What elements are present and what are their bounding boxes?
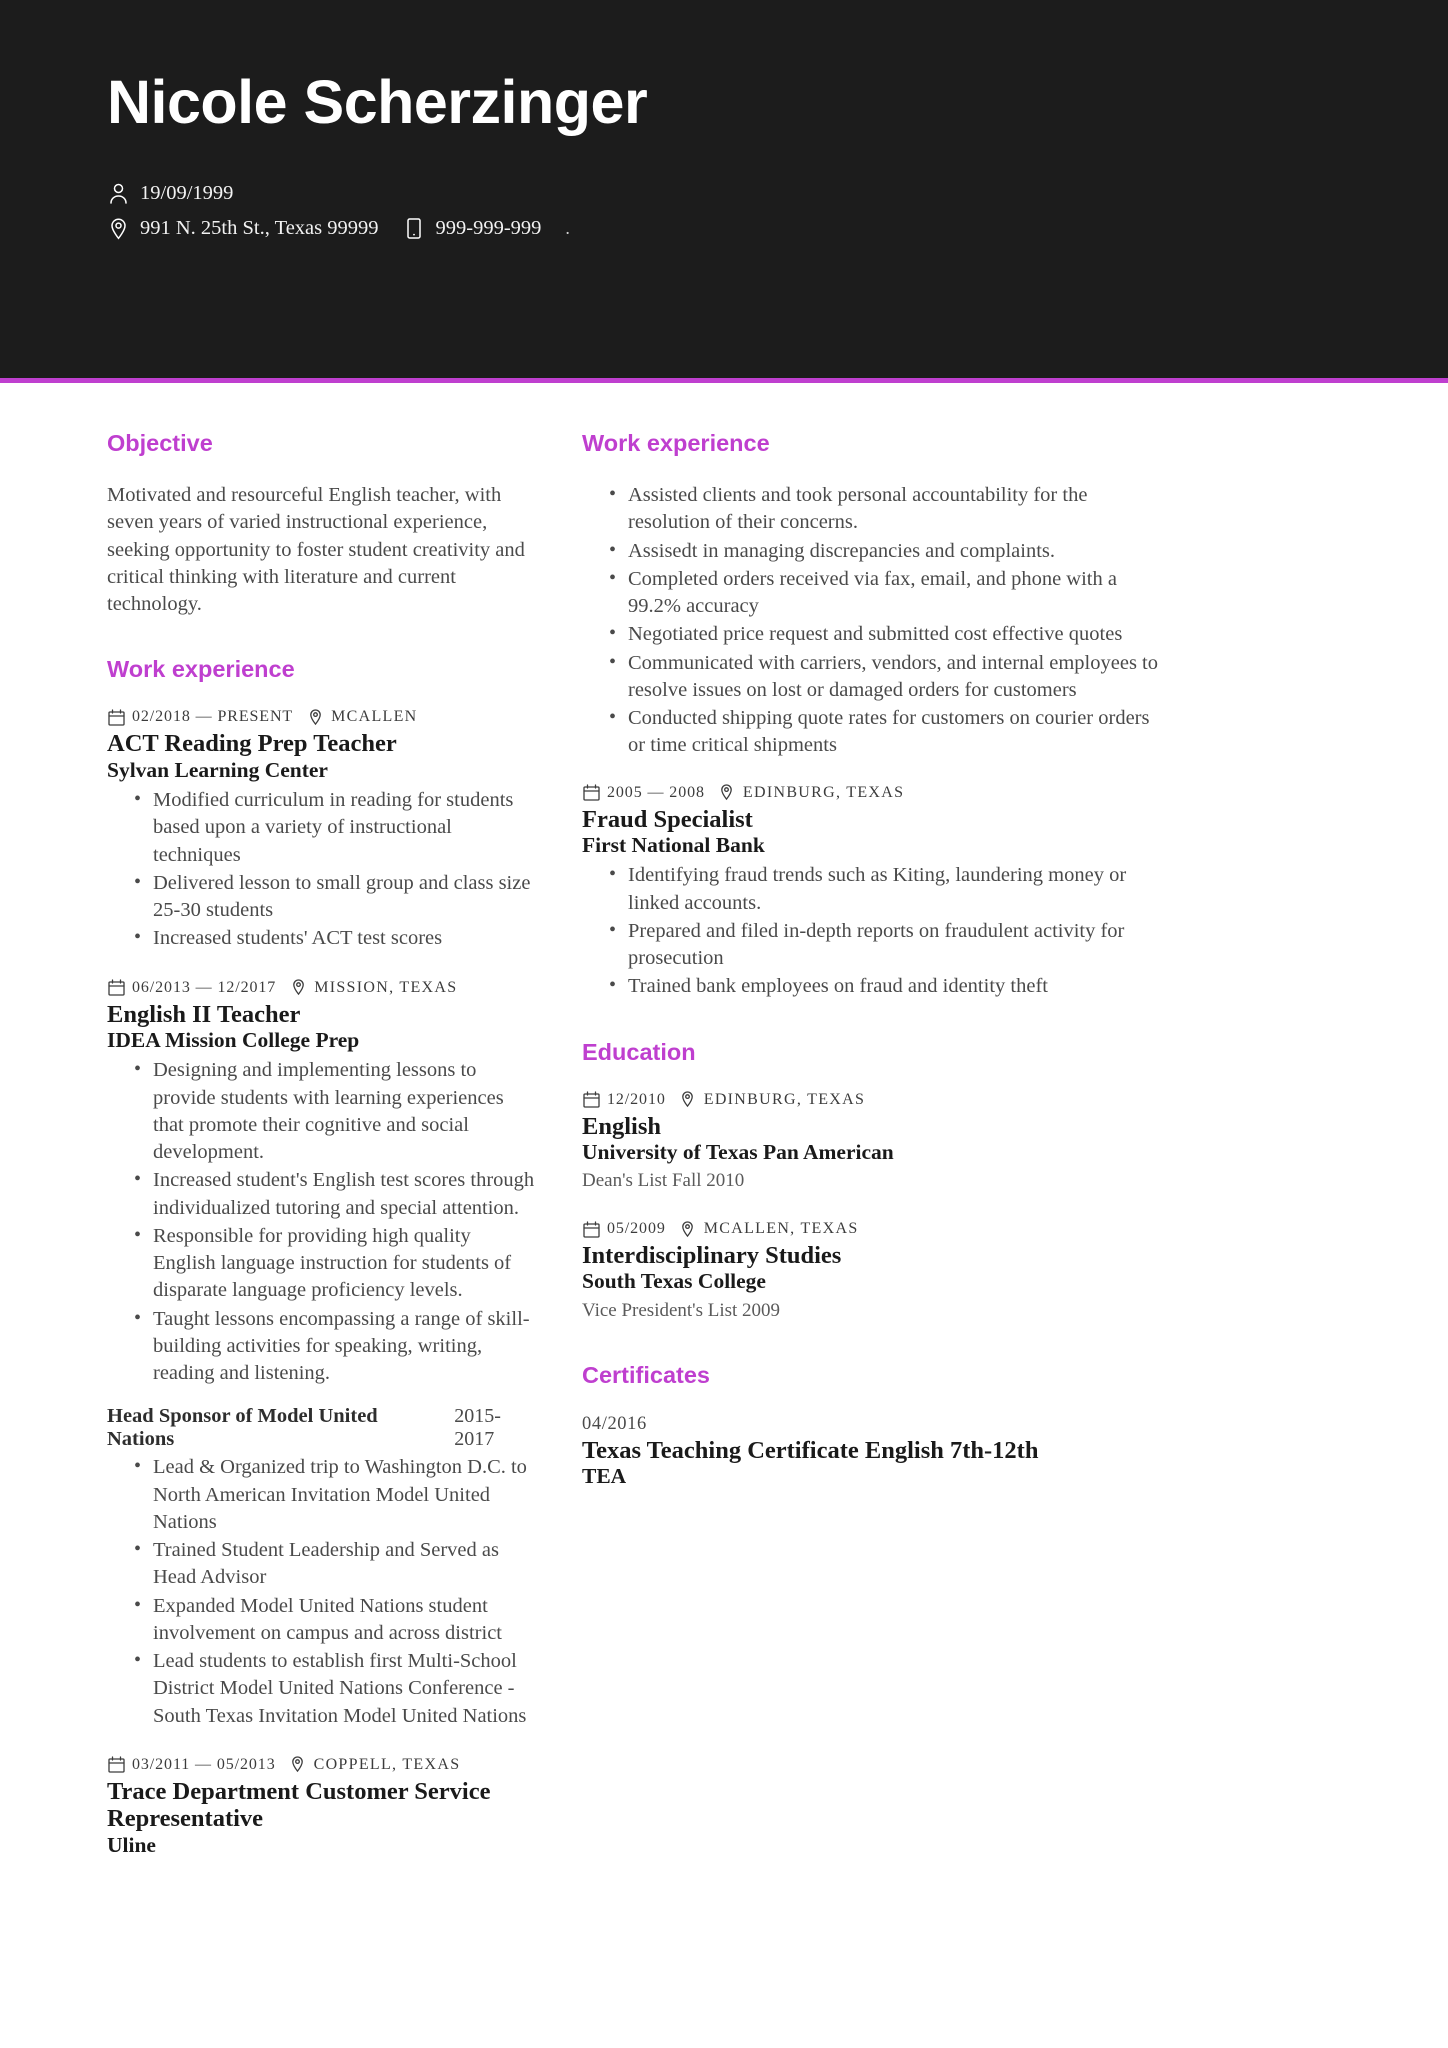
location-pin-icon <box>289 979 307 996</box>
mobile-phone-icon <box>403 218 426 239</box>
entry-date <box>582 1220 666 1238</box>
location-pin-icon <box>289 1756 307 1773</box>
list-item: • Conducted shipping quote rates for customers on courier orders or time critical shipments <box>609 705 1162 760</box>
location-pin-icon <box>679 1091 697 1108</box>
subrole-bullet-list <box>107 1454 538 1730</box>
list-item: • Lead students to establish first Multi-School District Model United Nations Conference - South Texas Invitation Model United Nations <box>134 1648 538 1730</box>
certificates-heading: Certificates <box>582 1361 710 1388</box>
location-pin-icon <box>679 1221 697 1238</box>
work-entry <box>582 784 1162 1001</box>
contact-phone <box>403 215 542 243</box>
list-item: • Assisedt in managing discrepancies and complaints. <box>609 538 1162 565</box>
list-item: • Taught lessons encompassing a range of skill-building activities for speaking, writing, reading and listening. <box>134 1306 538 1388</box>
location-pin-icon <box>306 709 324 726</box>
entry-date <box>107 979 276 997</box>
lead-bullet-list <box>582 482 1162 760</box>
subrole-title: Head Sponsor of Model United Nations <box>107 1405 378 1451</box>
entry-bullet-list <box>107 787 538 953</box>
list-item: • Delivered lesson to small group and class size 25-30 students <box>134 870 538 925</box>
entry-organization: IDEA Mission College Prep <box>107 1027 360 1052</box>
entry-meta <box>107 979 538 997</box>
phone-text: 999-999-999 <box>435 216 542 239</box>
list-item: • Increased student's English test scores through individualized tutoring and special attention. <box>134 1167 538 1222</box>
entry-location <box>679 1220 859 1238</box>
entry-date-text: 12/2010 <box>607 1090 666 1108</box>
section-education <box>582 1039 1162 1324</box>
entry-date-text: 2005 — 2008 <box>607 783 705 801</box>
birthdate-text: 19/09/1999 <box>140 182 234 205</box>
work-entry <box>107 1756 538 1858</box>
degree-title: English <box>582 1112 661 1140</box>
entry-location-text: MCALLEN <box>331 708 418 726</box>
entry-location <box>306 708 417 726</box>
work-experience-heading-left: Work experience <box>107 656 295 683</box>
entry-location-text: MISSION, TEXAS <box>314 978 458 996</box>
list-item: • Designing and implementing lessons to provide students with learning experiences that promote their cognitive and social development. <box>134 1057 538 1166</box>
resume-body <box>0 383 1448 1896</box>
entry-location-text: COPPELL, TEXAS <box>313 1755 461 1773</box>
address-text: 991 N. 25th St., Texas 99999 <box>140 216 379 239</box>
education-entry <box>582 1091 1162 1194</box>
entry-location-text: MCALLEN, TEXAS <box>703 1220 859 1238</box>
person-icon <box>107 183 130 204</box>
certificate-date: 04/2016 <box>582 1413 647 1434</box>
section-work-experience-right <box>582 430 1162 1001</box>
entry-date-text: 05/2009 <box>607 1220 666 1238</box>
entry-location <box>718 784 904 802</box>
calendar-icon <box>582 1221 600 1238</box>
entry-location <box>289 979 457 997</box>
entry-organization: Sylvan Learning Center <box>107 757 328 782</box>
education-note: Vice President's List 2009 <box>582 1299 781 1321</box>
list-item: • Assisted clients and took personal accountability for the resolution of their concerns. <box>609 482 1162 537</box>
contact-row-birthdate <box>107 180 1448 208</box>
entry-organization: Uline <box>107 1832 156 1857</box>
contact-row-address-phone <box>107 215 1448 243</box>
list-item: • Expanded Model United Nations student involvement on campus and across district <box>134 1593 538 1648</box>
list-item: • Lead & Organized trip to Washington D.C. to North American Invitation Model United Nations <box>134 1454 538 1536</box>
resume-header <box>0 0 1448 383</box>
entry-meta <box>107 708 538 726</box>
right-column <box>562 430 1162 1896</box>
accent-divider <box>0 378 1448 383</box>
calendar-icon <box>107 709 125 726</box>
list-item: • Prepared and filed in-depth reports on fraudulent activity for prosecution <box>609 918 1162 973</box>
list-item: • Completed orders received via fax, email, and phone with a 99.2% accuracy <box>609 566 1162 621</box>
entry-meta <box>107 1756 538 1774</box>
location-pin-icon <box>107 218 130 240</box>
entry-job-title: Fraud Specialist <box>582 805 753 833</box>
list-item: • Responsible for providing high quality English language instruction for students of disparate language proficiency levels. <box>134 1223 538 1305</box>
page-title: Nicole Scherzinger <box>107 68 648 136</box>
list-item: • Trained Student Leadership and Served as Head Advisor <box>134 1537 538 1592</box>
certificate-issuer: TEA <box>582 1463 627 1488</box>
certificate-name: Texas Teaching Certificate English 7th-12th <box>582 1436 1039 1464</box>
subrole-date: 2015-2017 <box>454 1405 501 1451</box>
entry-date-text: 02/2018 — PRESENT <box>132 708 294 726</box>
entry-date <box>107 1756 276 1774</box>
list-item: • Modified curriculum in reading for students based upon a variety of instructional techniques <box>134 787 538 869</box>
entry-bullet-list <box>107 1057 538 1387</box>
contact-info <box>107 180 1448 242</box>
list-item: • Trained bank employees on fraud and identity theft <box>609 973 1162 1000</box>
education-entry <box>582 1220 1162 1323</box>
list-item: • Communicated with carriers, vendors, and internal employees to resolve issues on lost or damaged orders for customers <box>609 650 1162 705</box>
certificate-entry <box>582 1414 1162 1490</box>
education-note: Dean's List Fall 2010 <box>582 1170 745 1192</box>
entry-job-title: Trace Department Customer Service Representative <box>107 1777 491 1833</box>
contact-birthdate <box>107 180 233 208</box>
subrole-block <box>107 1405 538 1730</box>
list-item: • Identifying fraud trends such as Kiting, laundering money or linked accounts. <box>609 862 1162 917</box>
section-work-experience-left <box>107 656 538 1858</box>
entry-job-title: English II Teacher <box>107 1000 301 1028</box>
entry-location-text: EDINBURG, TEXAS <box>742 783 905 801</box>
entry-meta <box>582 784 1162 802</box>
entry-location-text: EDINBURG, TEXAS <box>703 1090 866 1108</box>
entry-date <box>582 1091 666 1109</box>
degree-title: Interdisciplinary Studies <box>582 1242 842 1270</box>
location-pin-icon <box>718 784 736 801</box>
school-name: South Texas College <box>582 1269 766 1294</box>
entry-meta <box>582 1091 1162 1109</box>
education-heading: Education <box>582 1038 696 1065</box>
list-item: • Increased students' ACT test scores <box>134 925 538 952</box>
calendar-icon <box>582 784 600 801</box>
left-column <box>0 430 562 1896</box>
entry-job-title: ACT Reading Prep Teacher <box>107 730 397 758</box>
entry-location <box>679 1091 865 1109</box>
entry-date <box>107 708 293 726</box>
section-objective <box>107 430 538 618</box>
section-certificates <box>582 1362 1162 1490</box>
work-entry <box>107 979 538 1730</box>
contact-address <box>107 215 379 243</box>
entry-meta <box>582 1220 1162 1238</box>
calendar-icon <box>582 1091 600 1108</box>
entry-bullet-list <box>582 862 1162 1000</box>
entry-organization: First National Bank <box>582 832 765 857</box>
objective-text: Motivated and resourceful English teacher, with seven years of varied instructional experience, seeking opportunity to foster student creativity and critical thinking with literature and current technology. <box>107 484 525 615</box>
entry-date-text: 06/2013 — 12/2017 <box>132 978 277 996</box>
work-experience-heading-right: Work experience <box>582 430 770 456</box>
entry-date <box>582 784 705 802</box>
list-item: • Negotiated price request and submitted cost effective quotes <box>609 621 1162 648</box>
entry-location <box>289 1756 461 1774</box>
work-entry <box>107 708 538 952</box>
calendar-icon <box>107 1756 125 1773</box>
calendar-icon <box>107 979 125 996</box>
trailing-marker: . <box>565 218 570 239</box>
school-name: University of Texas Pan American <box>582 1139 894 1164</box>
entry-date-text: 03/2011 — 05/2013 <box>132 1755 276 1773</box>
objective-heading: Objective <box>107 430 213 456</box>
subrole-header <box>107 1405 538 1451</box>
